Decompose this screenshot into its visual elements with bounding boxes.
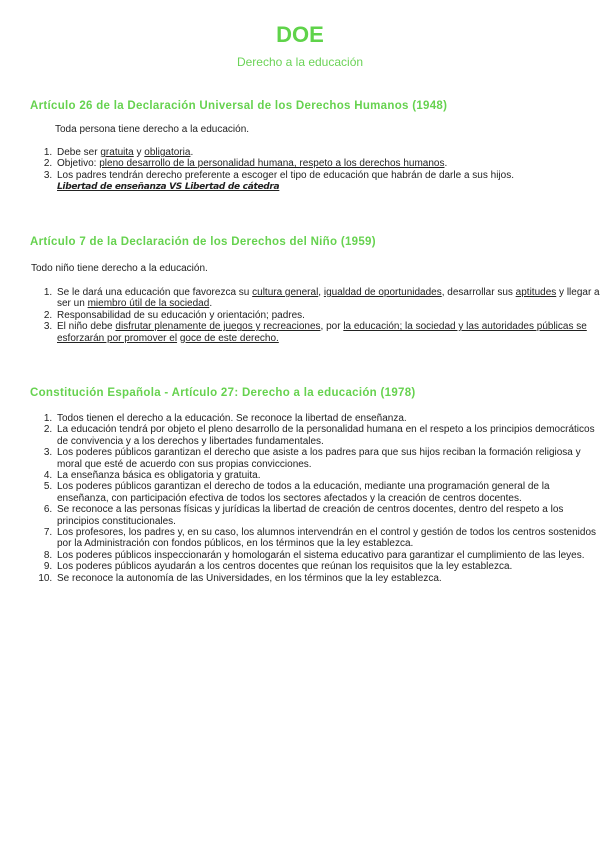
list-item bbox=[55, 310, 600, 321]
list-ddn bbox=[30, 287, 600, 344]
text-segment: . bbox=[444, 158, 448, 170]
text-segment: Los poderes públicos inspeccionarán y homologarán el sistema educativo para garantizar el cumplimiento de las leyes. bbox=[57, 549, 585, 561]
underlined-text: disfrutar plenamente de juegos y recreaciones bbox=[115, 321, 321, 333]
underlined-text: gratuita bbox=[100, 147, 134, 158]
document-subtitle: Derecho a la educación bbox=[236, 55, 364, 69]
section-heading-dudh: Artículo 26 de la Declaración Universal de los Derechos Humanos (1948) bbox=[30, 100, 448, 112]
underlined-text: igualdad de oportunidades bbox=[323, 287, 442, 298]
text-segment: , desarrollar sus bbox=[441, 287, 516, 298]
text-segment: Debe ser bbox=[57, 147, 101, 158]
text-segment: La educación tendrá por objeto el pleno desarrollo de la personalidad humana en el respeto a los principios democráticos de convivencia y a los derechos y libertades fundamentales. bbox=[57, 424, 595, 447]
text-segment: Los poderes públicos ayudarán a los centros docentes que reúnan los requisitos que la ley establezca. bbox=[57, 561, 513, 573]
section-heading-constitucion: Constitución Española - Artículo 27: Derecho a la educación (1978) bbox=[30, 387, 416, 399]
list-item bbox=[55, 147, 600, 158]
text-segment: y llegar a ser un bbox=[57, 287, 600, 310]
list-item bbox=[55, 287, 600, 310]
text-segment: Los poderes públicos garantizan el derecho de todos a la educación, mediante una programación general de la enseñanza, con participación efectiva de todos los sectores afectados y la creación de centros docentes. bbox=[57, 481, 550, 504]
list-item bbox=[55, 447, 600, 470]
underlined-text: aptitudes bbox=[515, 287, 557, 298]
list-item bbox=[55, 321, 600, 344]
list-item bbox=[55, 504, 600, 527]
text-segment: Todos tienen el derecho a la educación. Se reconoce la libertad de enseñanza. bbox=[57, 413, 407, 424]
text-segment: El niño debe bbox=[57, 321, 116, 333]
list-item bbox=[55, 158, 600, 169]
list-item bbox=[55, 550, 600, 561]
underlined-text: pleno desarrollo de la personalidad humana, respeto a los derechos humanos bbox=[99, 158, 445, 170]
text-segment: y bbox=[133, 147, 145, 158]
text-segment: Responsabilidad de su educación y orientación; padres. bbox=[57, 309, 305, 321]
list-item bbox=[55, 413, 600, 424]
underlined-text: goce de este derecho. bbox=[179, 332, 279, 344]
underlined-text: obligatoria bbox=[144, 147, 191, 158]
text-segment: . bbox=[209, 298, 213, 310]
emphasis-text: Libertad de enseñanza VS Libertad de cátedra bbox=[57, 182, 280, 193]
text-segment: Se reconoce a las personas físicas y jurídicas la libertad de creación de centros docentes, dentro del respeto a los principios constitucionales. bbox=[57, 504, 564, 527]
text-segment: Los padres tendrán derecho preferente a escoger el tipo de educación que habrán de darle a sus hijos. bbox=[57, 169, 514, 181]
text-segment: Se le dará una educación que favorezca su bbox=[57, 287, 253, 298]
text-segment: Los profesores, los padres y, en su caso, los alumnos intervendrán en el control y gestión de todos los centros sostenidos por la Administración con fondos públicos, en los términos que la ley establezca. bbox=[57, 527, 597, 550]
section-intro-ddn: Todo niño tiene derecho a la educación. bbox=[31, 263, 208, 274]
document-title: DOE bbox=[276, 22, 324, 47]
text-segment: . bbox=[190, 147, 194, 158]
text-segment: Se reconoce la autonomía de las Universidades, en los términos que la ley establezca. bbox=[57, 572, 442, 584]
text-segment: Objetivo: bbox=[57, 158, 100, 170]
list-item bbox=[55, 481, 600, 504]
section-intro-dudh: Toda persona tiene derecho a la educación. bbox=[55, 124, 250, 135]
list-item bbox=[55, 561, 600, 572]
section-heading-ddn: Artículo 7 de la Declaración de los Derechos del Niño (1959) bbox=[30, 236, 376, 248]
text-segment: La enseñanza básica es obligatoria y gratuita. bbox=[57, 470, 261, 482]
text-segment: Los poderes públicos garantizan el derecho que asiste a los padres para que sus hijos reciban la formación religiosa y moral que esté de acuerdo con sus propias convicciones. bbox=[57, 447, 581, 470]
text-segment: , bbox=[318, 287, 324, 298]
list-item bbox=[55, 470, 600, 481]
underlined-text: la educación; la sociedad y las autoridades públicas se esforzarán por promover el bbox=[57, 321, 587, 344]
list-item bbox=[55, 573, 600, 584]
list-constitucion bbox=[30, 413, 600, 584]
underlined-text: cultura general bbox=[252, 287, 319, 298]
list-item bbox=[55, 424, 600, 447]
underlined-text: miembro útil de la sociedad bbox=[87, 298, 210, 310]
list-dudh bbox=[30, 147, 600, 194]
text-segment: , por bbox=[320, 321, 344, 333]
list-item bbox=[55, 170, 600, 194]
list-item bbox=[55, 527, 600, 550]
